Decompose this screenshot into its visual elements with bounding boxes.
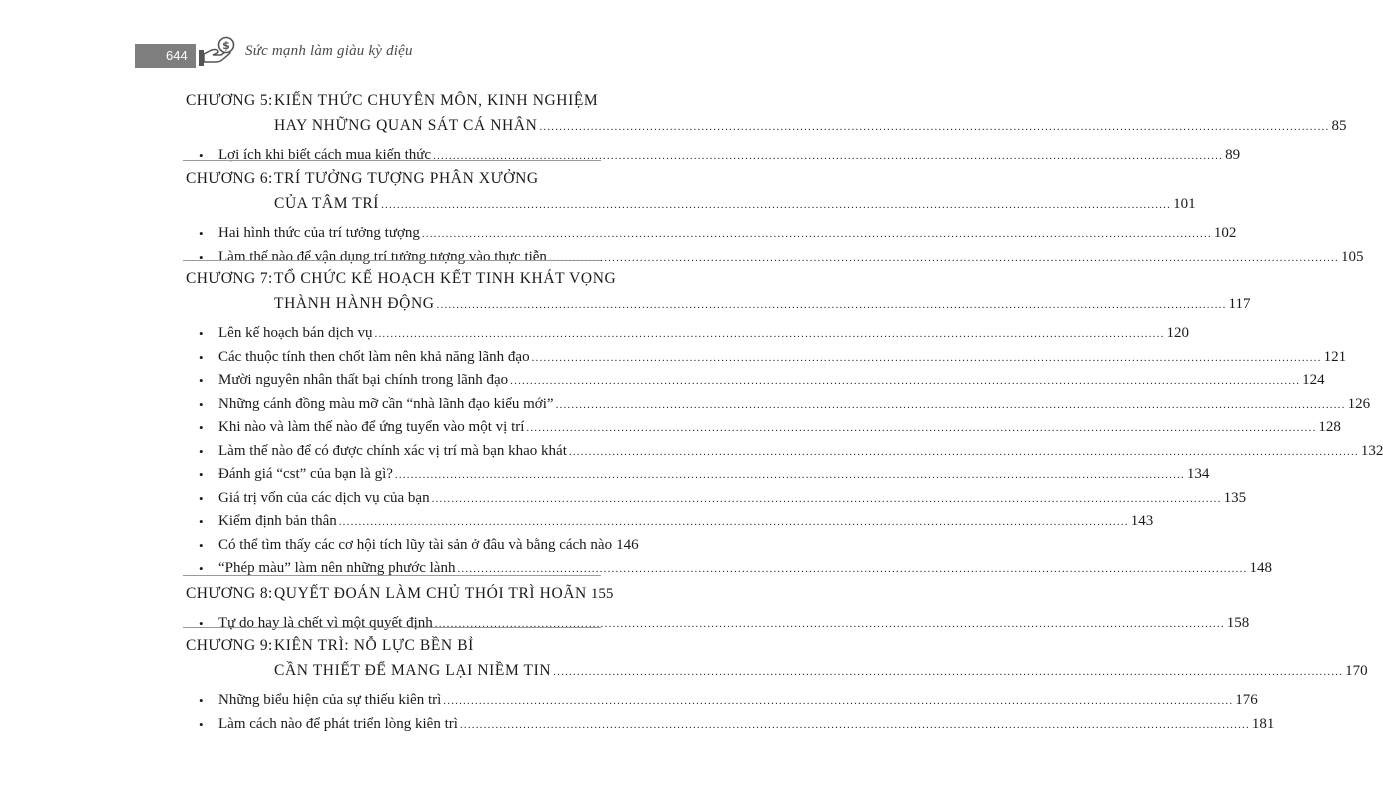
dot-leader: ........................................................................................................................................................................................................ [338,516,1129,528]
bullet-icon: • [199,373,204,388]
bullet-icon: • [199,249,204,265]
list-item [218,466,1210,488]
list-item [218,442,1383,465]
dot-leader: ........................................................................................................................................................................................................ [436,299,1227,311]
page-number: 117 [1228,296,1251,312]
item-title: Những biểu hiện của sự thiếu kiên trì [218,692,442,708]
chapter-heading-row [274,195,1196,217]
dot-leader: ........................................................................................................................................................................................................ [433,150,1224,162]
page-number: 143 [1130,513,1154,529]
bullet-icon: • [199,490,204,506]
dot-leader: ........................................................................................................................................................................................................ [555,398,1346,411]
page-number: 644 [135,44,196,68]
bullet-icon: • [199,349,204,365]
dot-leader: ........................................................................................................................................................................................................ [568,445,1359,458]
bullet-icon: • [199,537,204,553]
item-title: “Phép màu” làm nên những phước lành [218,560,456,576]
dot-leader: ........................................................................................................................................................................................................ [431,492,1222,505]
dot-leader: ........................................................................................................................................................................................................ [539,121,1330,133]
list-item [218,225,1237,247]
running-title: Sức mạnh làm giàu kỳ diệu [245,43,413,59]
list-item [218,560,1272,582]
chapter-label: CHƯƠNG 7: [186,270,273,287]
chapter-title: CỦA TÂM TRÍ [274,195,380,212]
item-title: Tự do hay là chết vì một quyết định [218,615,433,631]
page-number: 170 [1345,663,1368,679]
item-title: Lên kế hoạch bán dịch vụ [218,325,373,341]
page-number: 120 [1166,325,1190,341]
item-title: Làm cách nào để phát triển lòng kiên trì [218,715,458,732]
page-number: 124 [1302,372,1325,388]
bullet-icon: • [199,420,204,435]
section-divider [183,160,601,161]
dot-leader: ........................................................................................................................................................................................................ [374,328,1165,340]
list-item [218,615,1250,637]
chapter-title: CẦN THIẾT ĐỂ MANG LẠI NIỀM TIN [274,662,552,679]
dot-leader: ........................................................................................................................................................................................................ [526,422,1317,434]
section-divider [183,575,601,576]
item-title: Hai hình thức của trí tưởng tượng [218,225,420,241]
item-title: Khi nào và làm thế nào để ứng tuyển vào một vị trí [218,419,525,435]
list-item [218,419,1341,441]
section-divider [183,627,601,628]
bullet-icon: • [199,326,204,341]
chapter-title: KIÊN TRÌ: NỖ LỰC BỀN BỈ [274,637,474,654]
chapter-label: CHƯƠNG 5: [186,92,273,109]
chapter-title: THÀNH HÀNH ĐỘNG [274,295,435,312]
page-number: 89 [1225,147,1241,163]
item-title: Kiểm định bản thân [218,513,337,529]
page-number: 126 [1347,395,1371,412]
list-item [218,692,1258,714]
money-hand-icon [196,36,240,70]
chapter-label: CHƯƠNG 9: [186,637,273,654]
chapter-title: QUYẾT ĐOÁN LÀM CHỦ THÓI TRÌ HOÃN [274,585,587,602]
item-title: Có thể tìm thấy các cơ hội tích lũy tài sản ở đâu và bằng cách nào [218,536,613,553]
list-item [218,489,1247,512]
dot-leader: ........................................................................................................................................................................................................ [434,618,1225,630]
page-number: 158 [1226,615,1250,631]
dot-leader: ........................................................................................................................................................................................................ [510,375,1301,387]
chapter-label: CHƯƠNG 8: [186,585,273,602]
list-item [218,325,1190,347]
bullet-icon: • [199,148,204,163]
dot-leader: ........................................................................................................................................................................................................ [394,469,1185,481]
bullet-icon: • [199,467,204,482]
page-number: 121 [1323,348,1347,365]
bullet-icon: • [199,561,204,576]
page-number: 134 [1186,466,1210,482]
page-number: 176 [1235,692,1258,708]
bullet-icon: • [199,716,204,732]
bullet-icon: • [199,226,204,241]
list-item [218,395,1371,418]
item-title: Các thuộc tính then chốt làm nên khả năng lãnh đạo [218,348,530,365]
bullet-icon: • [199,693,204,708]
bullet-icon: • [199,616,204,631]
chapter-heading-row [274,662,1368,684]
chapter-title: TỔ CHỨC KẾ HOẠCH KẾT TINH KHÁT VỌNG [274,270,617,287]
dot-leader: ........................................................................................................................................................................................................ [457,563,1248,575]
bullet-icon: • [199,514,204,529]
page-header [0,36,800,70]
chapter-heading-row [274,117,1347,139]
chapter-label: CHƯƠNG 6: [186,170,273,187]
list-item [218,715,1275,738]
item-title: Làm thế nào để vận dụng trí tưởng tượng vào thực tiễn [218,248,547,265]
chapter-title: KIẾN THỨC CHUYÊN MÔN, KINH NGHIỆM [274,92,599,109]
item-title: Những cánh đồng màu mỡ cần “nhà lãnh đạo kiểu mới” [218,395,554,412]
page-number: 148 [1249,560,1272,576]
dot-leader: ........................................................................................................................................................................................................ [531,351,1322,364]
chapter-title: TRÍ TƯỞNG TƯỢNG PHÂN XƯỞNG [274,170,539,187]
bullet-icon: • [199,396,204,412]
dot-leader: ........................................................................................................................................................................................................ [381,199,1172,211]
list-item [218,348,1347,371]
svg-text:$: $ [222,39,230,52]
page-number: 146 [616,536,639,553]
list-item [218,536,639,559]
chapter-heading-row [274,585,614,607]
bullet-icon: • [199,443,204,459]
item-title: Mười nguyên nhân thất bại chính trong lãnh đạo [218,372,509,388]
dot-leader: ........................................................................................................................................................................................................ [459,718,1250,731]
page-number: 85 [1331,118,1347,134]
dot-leader: ........................................................................................................................................................................................................ [548,251,1339,264]
dot-leader: ........................................................................................................................................................................................................ [553,666,1344,678]
dot-leader: ........................................................................................................................................................................................................ [443,695,1234,707]
chapter-heading-row [274,295,1251,317]
chapter-title: HAY NHỮNG QUAN SÁT CÁ NHÂN [274,117,538,134]
page-number: 155 [590,586,614,602]
page-number: 181 [1251,715,1275,732]
item-title: Lợi ích khi biết cách mua kiến thức [218,147,432,163]
dot-leader: ........................................................................................................................................................................................................ [421,228,1212,240]
page-number: 105 [1340,248,1364,265]
section-divider [183,260,601,261]
item-title: Đánh giá “cst” của bạn là gì? [218,466,393,482]
page-number: 132 [1360,442,1383,459]
page-number: 128 [1318,419,1341,435]
page-number: 102 [1213,225,1237,241]
page-number: 101 [1173,196,1196,212]
list-item [218,513,1154,535]
list-item [218,372,1325,394]
page-number: 135 [1223,489,1247,506]
item-title: Làm thế nào để có được chính xác vị trí mà bạn khao khát [218,442,567,459]
item-title: Giá trị vốn của các dịch vụ của bạn [218,489,430,506]
list-item [218,147,1241,169]
